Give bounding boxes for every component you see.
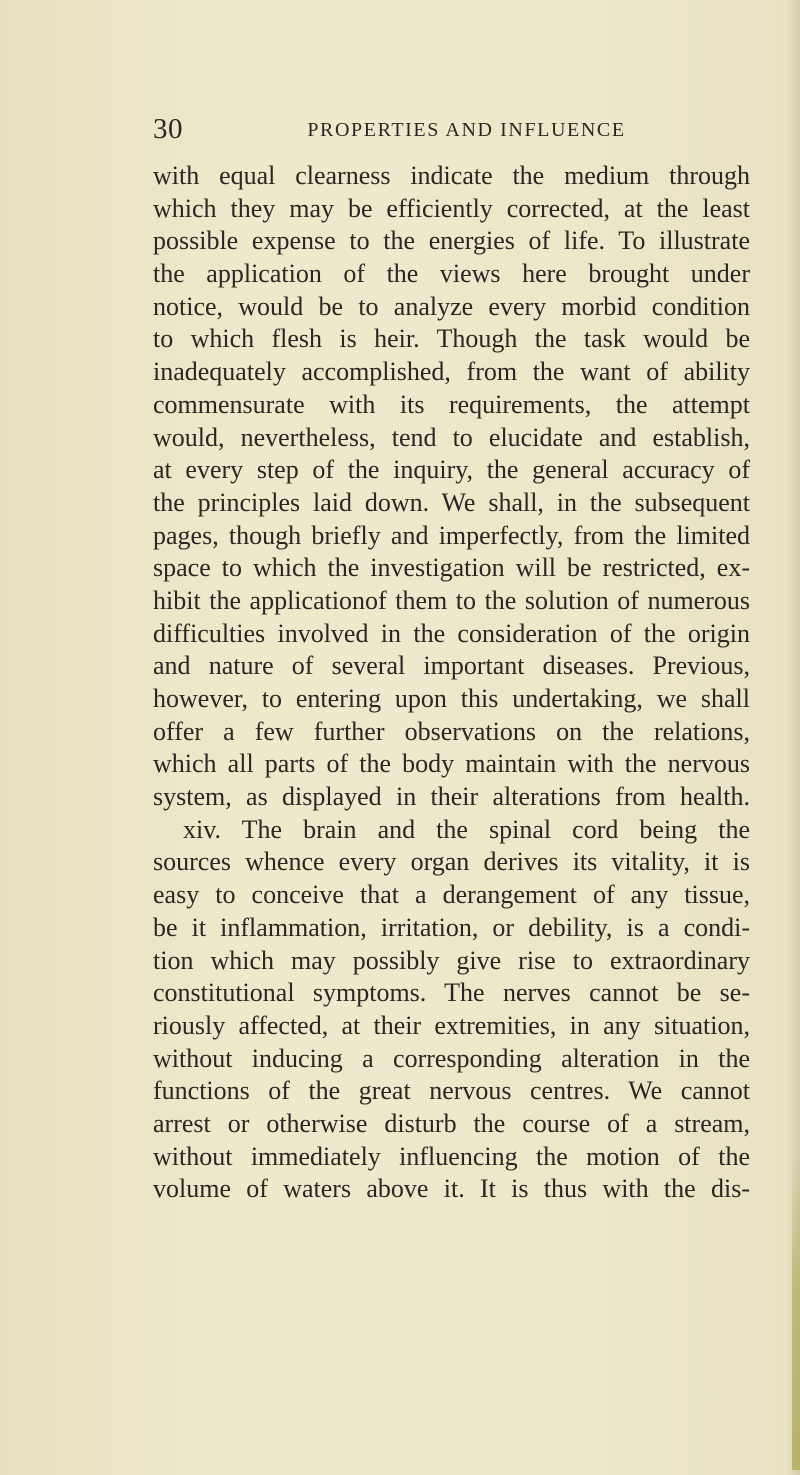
text-line: inadequately accomplished, from the want of ability: [153, 357, 750, 387]
text-line: which all parts of the body maintain with the nervous: [153, 749, 750, 779]
page-header: [153, 112, 750, 146]
text-line: volume of waters above it. It is thus with the dis-: [153, 1174, 750, 1204]
text-line: would, nevertheless, tend to elucidate and establish,: [153, 422, 750, 452]
text-line: space to which the investigation will be restricted, ex-: [153, 553, 750, 583]
text-line: sources whence every organ derives its vitality, it is: [153, 847, 750, 877]
text-line: easy to conceive that a derangement of any tissue,: [153, 880, 750, 910]
text-line: the application of the views here brought under: [153, 259, 750, 289]
text-line: without inducing a corresponding alteration in the: [153, 1043, 750, 1073]
text-line: riously affected, at their extremities, in any situation,: [153, 1010, 750, 1040]
text-line: at every step of the inquiry, the general accuracy of: [153, 455, 750, 485]
text-line: however, to entering upon this undertaking, we shall: [153, 684, 750, 713]
text-line-section-start: xiv. The brain and the spinal cord being the: [183, 814, 750, 844]
page-edge-stain: [792, 1160, 800, 1470]
text-line: system, as displayed in their alterations from health.: [153, 782, 750, 812]
text-line: functions of the great nervous centres. We cannot: [153, 1076, 750, 1106]
text-line: notice, would be to analyze every morbid condition: [153, 291, 750, 321]
text-line: be it inflammation, irritation, or debility, is a condi-: [153, 912, 750, 942]
text-line: pages, though briefly and imperfectly, from the limited: [153, 520, 750, 550]
text-line: possible expense to the energies of life. To illustrate: [153, 226, 750, 256]
text-line: to which flesh is heir. Though the task would be: [153, 324, 750, 354]
text-line: arrest or otherwise disturb the course of a stream,: [153, 1108, 750, 1138]
text-line: the principles laid down. We shall, in the subsequent: [153, 487, 750, 517]
text-line: with equal clearness indicate the medium through: [153, 161, 750, 190]
text-line: difficulties involved in the consideration of the origin: [153, 618, 750, 648]
page-number: 30: [153, 113, 183, 145]
text-line: commensurate with its requirements, the attempt: [153, 389, 750, 419]
text-line: and nature of several important diseases. Previous,: [153, 651, 750, 681]
text-line: constitutional symptoms. The nerves cannot be se-: [153, 978, 750, 1008]
text-line: without immediately influencing the motion of the: [153, 1141, 750, 1171]
body-text: [153, 160, 750, 1206]
text-line: tion which may possibly give rise to extraordinary: [153, 945, 750, 975]
text-line: hibit the applicationof them to the solution of numerous: [153, 585, 750, 615]
running-head: PROPERTIES AND INFLUENCE: [307, 119, 626, 141]
text-line: offer a few further observations on the relations,: [153, 716, 750, 746]
text-line: which they may be efficiently corrected, at the least: [153, 193, 750, 223]
